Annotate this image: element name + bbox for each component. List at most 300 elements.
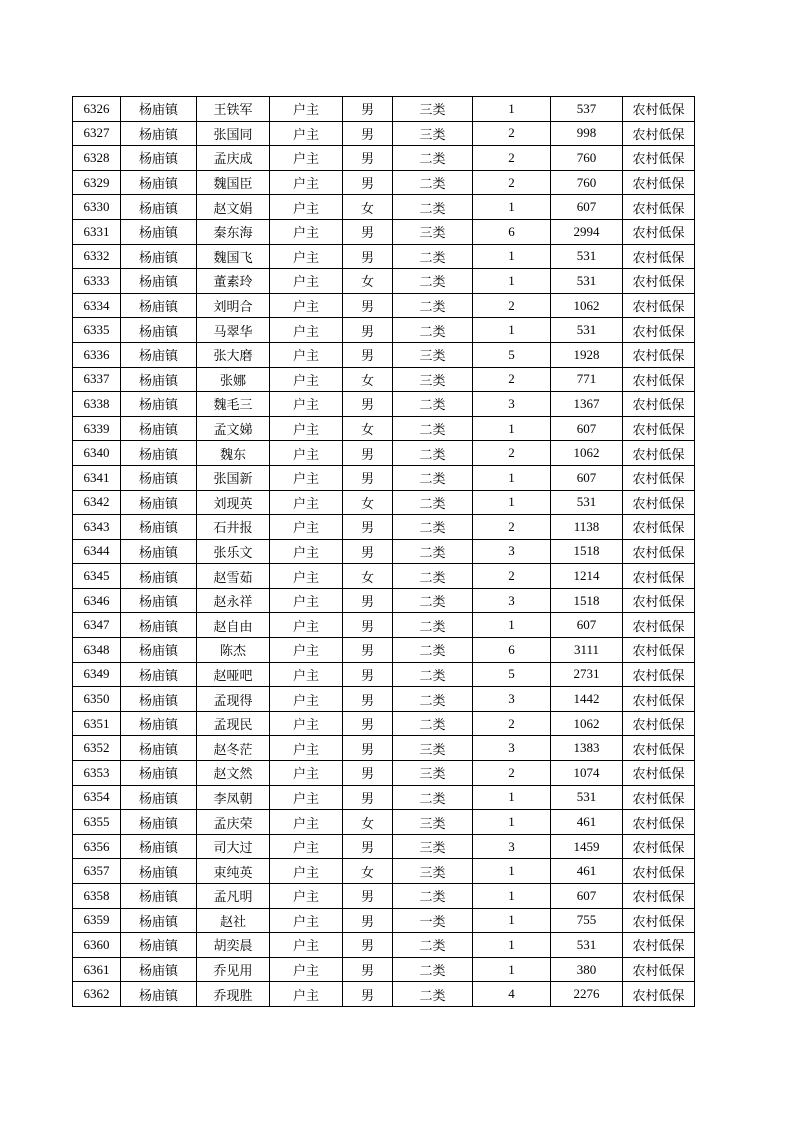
cell-category: 二类 — [393, 244, 473, 269]
cell-amount: 1928 — [551, 342, 623, 367]
cell-gender: 男 — [343, 170, 393, 195]
cell-name: 赵永祥 — [197, 588, 270, 613]
cell-serial-no: 6341 — [73, 465, 121, 490]
cell-amount: 1214 — [551, 564, 623, 589]
cell-amount: 607 — [551, 465, 623, 490]
cell-gender: 男 — [343, 613, 393, 638]
cell-category: 二类 — [393, 293, 473, 318]
cell-town: 杨庙镇 — [121, 687, 197, 712]
cell-gender: 男 — [343, 908, 393, 933]
cell-program: 农村低保 — [623, 170, 695, 195]
cell-program: 农村低保 — [623, 662, 695, 687]
cell-name: 李凤朝 — [197, 785, 270, 810]
cell-household-size: 5 — [473, 662, 551, 687]
cell-name: 赵文娟 — [197, 195, 270, 220]
cell-household-size: 3 — [473, 392, 551, 417]
cell-program: 农村低保 — [623, 244, 695, 269]
cell-program: 农村低保 — [623, 810, 695, 835]
cell-category: 二类 — [393, 662, 473, 687]
cell-gender: 女 — [343, 810, 393, 835]
cell-household-size: 3 — [473, 588, 551, 613]
table-row — [73, 810, 695, 835]
cell-town: 杨庙镇 — [121, 638, 197, 663]
cell-program: 农村低保 — [623, 933, 695, 958]
cell-amount: 380 — [551, 957, 623, 982]
cell-program: 农村低保 — [623, 711, 695, 736]
cell-household-size: 2 — [473, 515, 551, 540]
cell-name: 赵哑吧 — [197, 662, 270, 687]
cell-program: 农村低保 — [623, 490, 695, 515]
cell-category: 三类 — [393, 342, 473, 367]
cell-program: 农村低保 — [623, 515, 695, 540]
cell-relation: 户主 — [270, 687, 343, 712]
cell-town: 杨庙镇 — [121, 490, 197, 515]
cell-program: 农村低保 — [623, 146, 695, 171]
cell-name: 孟庆成 — [197, 146, 270, 171]
cell-household-size: 1 — [473, 884, 551, 909]
cell-program: 农村低保 — [623, 416, 695, 441]
table-row — [73, 490, 695, 515]
cell-amount: 1518 — [551, 588, 623, 613]
cell-name: 孟凡明 — [197, 884, 270, 909]
cell-program: 农村低保 — [623, 219, 695, 244]
cell-serial-no: 6361 — [73, 957, 121, 982]
table-row — [73, 269, 695, 294]
table-row — [73, 195, 695, 220]
cell-relation: 户主 — [270, 810, 343, 835]
cell-amount: 461 — [551, 810, 623, 835]
table-row — [73, 244, 695, 269]
cell-name: 孟庆荣 — [197, 810, 270, 835]
cell-category: 二类 — [393, 441, 473, 466]
cell-amount: 531 — [551, 318, 623, 343]
cell-household-size: 1 — [473, 269, 551, 294]
cell-gender: 男 — [343, 834, 393, 859]
cell-gender: 男 — [343, 588, 393, 613]
cell-program: 农村低保 — [623, 859, 695, 884]
cell-amount: 531 — [551, 269, 623, 294]
cell-town: 杨庙镇 — [121, 318, 197, 343]
cell-category: 三类 — [393, 859, 473, 884]
cell-town: 杨庙镇 — [121, 564, 197, 589]
cell-relation: 户主 — [270, 416, 343, 441]
cell-gender: 男 — [343, 219, 393, 244]
cell-household-size: 1 — [473, 465, 551, 490]
cell-household-size: 2 — [473, 146, 551, 171]
cell-amount: 1518 — [551, 539, 623, 564]
cell-amount: 1062 — [551, 441, 623, 466]
cell-relation: 户主 — [270, 170, 343, 195]
cell-program: 农村低保 — [623, 785, 695, 810]
cell-name: 孟现民 — [197, 711, 270, 736]
cell-serial-no: 6342 — [73, 490, 121, 515]
cell-program: 农村低保 — [623, 638, 695, 663]
cell-serial-no: 6337 — [73, 367, 121, 392]
cell-serial-no: 6351 — [73, 711, 121, 736]
table-row — [73, 982, 695, 1007]
table-row — [73, 687, 695, 712]
cell-program: 农村低保 — [623, 588, 695, 613]
cell-name: 孟文娣 — [197, 416, 270, 441]
cell-serial-no: 6353 — [73, 761, 121, 786]
cell-gender: 男 — [343, 146, 393, 171]
cell-amount: 531 — [551, 785, 623, 810]
table-row — [73, 293, 695, 318]
cell-amount: 1062 — [551, 711, 623, 736]
cell-town: 杨庙镇 — [121, 957, 197, 982]
cell-serial-no: 6333 — [73, 269, 121, 294]
cell-category: 二类 — [393, 416, 473, 441]
cell-relation: 户主 — [270, 884, 343, 909]
cell-amount: 2731 — [551, 662, 623, 687]
cell-serial-no: 6329 — [73, 170, 121, 195]
cell-serial-no: 6356 — [73, 834, 121, 859]
cell-relation: 户主 — [270, 539, 343, 564]
cell-name: 张国同 — [197, 121, 270, 146]
cell-name: 赵雪茹 — [197, 564, 270, 589]
cell-relation: 户主 — [270, 859, 343, 884]
cell-town: 杨庙镇 — [121, 834, 197, 859]
cell-category: 二类 — [393, 711, 473, 736]
cell-amount: 2276 — [551, 982, 623, 1007]
cell-serial-no: 6343 — [73, 515, 121, 540]
cell-relation: 户主 — [270, 121, 343, 146]
cell-town: 杨庙镇 — [121, 293, 197, 318]
cell-household-size: 1 — [473, 810, 551, 835]
cell-serial-no: 6348 — [73, 638, 121, 663]
cell-serial-no: 6360 — [73, 933, 121, 958]
cell-category: 二类 — [393, 933, 473, 958]
cell-program: 农村低保 — [623, 736, 695, 761]
cell-serial-no: 6359 — [73, 908, 121, 933]
cell-category: 二类 — [393, 146, 473, 171]
cell-name: 魏东 — [197, 441, 270, 466]
cell-relation: 户主 — [270, 613, 343, 638]
cell-category: 二类 — [393, 957, 473, 982]
cell-relation: 户主 — [270, 834, 343, 859]
cell-relation: 户主 — [270, 269, 343, 294]
cell-relation: 户主 — [270, 933, 343, 958]
cell-category: 二类 — [393, 982, 473, 1007]
cell-name: 魏国臣 — [197, 170, 270, 195]
cell-relation: 户主 — [270, 785, 343, 810]
cell-category: 三类 — [393, 121, 473, 146]
table-row — [73, 957, 695, 982]
cell-relation: 户主 — [270, 244, 343, 269]
cell-household-size: 2 — [473, 121, 551, 146]
cell-gender: 男 — [343, 933, 393, 958]
cell-household-size: 6 — [473, 638, 551, 663]
cell-household-size: 2 — [473, 711, 551, 736]
cell-amount: 3111 — [551, 638, 623, 663]
cell-serial-no: 6338 — [73, 392, 121, 417]
cell-category: 一类 — [393, 908, 473, 933]
cell-town: 杨庙镇 — [121, 170, 197, 195]
cell-amount: 607 — [551, 613, 623, 638]
cell-name: 刘明合 — [197, 293, 270, 318]
cell-amount: 1062 — [551, 293, 623, 318]
cell-gender: 男 — [343, 761, 393, 786]
cell-gender: 男 — [343, 711, 393, 736]
cell-category: 三类 — [393, 810, 473, 835]
cell-gender: 男 — [343, 957, 393, 982]
cell-name: 陈杰 — [197, 638, 270, 663]
cell-amount: 531 — [551, 244, 623, 269]
cell-town: 杨庙镇 — [121, 662, 197, 687]
cell-household-size: 2 — [473, 170, 551, 195]
cell-household-size: 1 — [473, 933, 551, 958]
table-row — [73, 392, 695, 417]
cell-name: 胡奕晨 — [197, 933, 270, 958]
cell-town: 杨庙镇 — [121, 441, 197, 466]
table-row — [73, 638, 695, 663]
cell-name: 魏毛三 — [197, 392, 270, 417]
cell-town: 杨庙镇 — [121, 711, 197, 736]
cell-program: 农村低保 — [623, 367, 695, 392]
cell-gender: 男 — [343, 318, 393, 343]
cell-category: 二类 — [393, 613, 473, 638]
cell-town: 杨庙镇 — [121, 515, 197, 540]
cell-household-size: 6 — [473, 219, 551, 244]
cell-category: 二类 — [393, 170, 473, 195]
cell-relation: 户主 — [270, 318, 343, 343]
cell-town: 杨庙镇 — [121, 933, 197, 958]
cell-category: 三类 — [393, 367, 473, 392]
cell-town: 杨庙镇 — [121, 367, 197, 392]
cell-name: 赵冬茫 — [197, 736, 270, 761]
beneficiary-table — [72, 96, 695, 1007]
cell-town: 杨庙镇 — [121, 219, 197, 244]
cell-serial-no: 6355 — [73, 810, 121, 835]
cell-household-size: 3 — [473, 539, 551, 564]
cell-town: 杨庙镇 — [121, 613, 197, 638]
cell-serial-no: 6339 — [73, 416, 121, 441]
cell-category: 三类 — [393, 219, 473, 244]
cell-town: 杨庙镇 — [121, 195, 197, 220]
cell-amount: 607 — [551, 884, 623, 909]
cell-household-size: 1 — [473, 318, 551, 343]
cell-gender: 男 — [343, 638, 393, 663]
cell-town: 杨庙镇 — [121, 588, 197, 613]
cell-household-size: 1 — [473, 613, 551, 638]
cell-relation: 户主 — [270, 293, 343, 318]
cell-household-size: 3 — [473, 736, 551, 761]
cell-program: 农村低保 — [623, 97, 695, 122]
table-row — [73, 859, 695, 884]
cell-relation: 户主 — [270, 638, 343, 663]
cell-town: 杨庙镇 — [121, 121, 197, 146]
table-row — [73, 613, 695, 638]
table-row — [73, 908, 695, 933]
cell-name: 董素玲 — [197, 269, 270, 294]
cell-category: 二类 — [393, 884, 473, 909]
cell-name: 王铁军 — [197, 97, 270, 122]
cell-amount: 998 — [551, 121, 623, 146]
cell-relation: 户主 — [270, 736, 343, 761]
table-row — [73, 785, 695, 810]
cell-relation: 户主 — [270, 761, 343, 786]
cell-relation: 户主 — [270, 957, 343, 982]
cell-gender: 男 — [343, 121, 393, 146]
cell-gender: 女 — [343, 490, 393, 515]
cell-household-size: 1 — [473, 785, 551, 810]
cell-amount: 461 — [551, 859, 623, 884]
cell-name: 马翠华 — [197, 318, 270, 343]
cell-town: 杨庙镇 — [121, 146, 197, 171]
cell-program: 农村低保 — [623, 884, 695, 909]
cell-gender: 男 — [343, 982, 393, 1007]
cell-program: 农村低保 — [623, 465, 695, 490]
cell-category: 二类 — [393, 515, 473, 540]
cell-name: 乔现胜 — [197, 982, 270, 1007]
table-row — [73, 515, 695, 540]
cell-category: 二类 — [393, 195, 473, 220]
cell-category: 二类 — [393, 392, 473, 417]
cell-name: 赵自由 — [197, 613, 270, 638]
cell-town: 杨庙镇 — [121, 884, 197, 909]
cell-amount: 1442 — [551, 687, 623, 712]
cell-gender: 男 — [343, 785, 393, 810]
cell-town: 杨庙镇 — [121, 244, 197, 269]
cell-town: 杨庙镇 — [121, 859, 197, 884]
cell-name: 赵社 — [197, 908, 270, 933]
cell-category: 二类 — [393, 490, 473, 515]
cell-amount: 607 — [551, 195, 623, 220]
cell-town: 杨庙镇 — [121, 736, 197, 761]
cell-gender: 男 — [343, 465, 393, 490]
cell-program: 农村低保 — [623, 564, 695, 589]
cell-town: 杨庙镇 — [121, 539, 197, 564]
cell-relation: 户主 — [270, 465, 343, 490]
table-row — [73, 318, 695, 343]
cell-household-size: 1 — [473, 97, 551, 122]
cell-town: 杨庙镇 — [121, 269, 197, 294]
cell-gender: 女 — [343, 195, 393, 220]
cell-category: 三类 — [393, 97, 473, 122]
cell-serial-no: 6357 — [73, 859, 121, 884]
cell-gender: 男 — [343, 515, 393, 540]
cell-amount: 2994 — [551, 219, 623, 244]
cell-gender: 男 — [343, 687, 393, 712]
cell-household-size: 2 — [473, 761, 551, 786]
cell-category: 二类 — [393, 269, 473, 294]
cell-town: 杨庙镇 — [121, 416, 197, 441]
cell-gender: 男 — [343, 539, 393, 564]
cell-category: 二类 — [393, 638, 473, 663]
cell-name: 魏国飞 — [197, 244, 270, 269]
table-row — [73, 97, 695, 122]
cell-amount: 1459 — [551, 834, 623, 859]
cell-program: 农村低保 — [623, 982, 695, 1007]
cell-relation: 户主 — [270, 908, 343, 933]
cell-town: 杨庙镇 — [121, 761, 197, 786]
cell-name: 孟现得 — [197, 687, 270, 712]
cell-relation: 户主 — [270, 588, 343, 613]
cell-relation: 户主 — [270, 711, 343, 736]
cell-town: 杨庙镇 — [121, 982, 197, 1007]
cell-amount: 760 — [551, 146, 623, 171]
table-row — [73, 834, 695, 859]
cell-category: 二类 — [393, 318, 473, 343]
table-row — [73, 564, 695, 589]
cell-gender: 男 — [343, 392, 393, 417]
cell-serial-no: 6350 — [73, 687, 121, 712]
cell-town: 杨庙镇 — [121, 810, 197, 835]
cell-program: 农村低保 — [623, 392, 695, 417]
cell-relation: 户主 — [270, 490, 343, 515]
cell-program: 农村低保 — [623, 121, 695, 146]
cell-name: 张国新 — [197, 465, 270, 490]
cell-program: 农村低保 — [623, 195, 695, 220]
table-row — [73, 711, 695, 736]
cell-serial-no: 6347 — [73, 613, 121, 638]
cell-relation: 户主 — [270, 982, 343, 1007]
cell-name: 刘现英 — [197, 490, 270, 515]
cell-relation: 户主 — [270, 367, 343, 392]
cell-gender: 男 — [343, 441, 393, 466]
cell-town: 杨庙镇 — [121, 785, 197, 810]
cell-serial-no: 6332 — [73, 244, 121, 269]
cell-gender: 男 — [343, 342, 393, 367]
cell-relation: 户主 — [270, 441, 343, 466]
cell-gender: 男 — [343, 884, 393, 909]
table-row — [73, 170, 695, 195]
cell-category: 二类 — [393, 564, 473, 589]
cell-program: 农村低保 — [623, 834, 695, 859]
cell-gender: 男 — [343, 293, 393, 318]
cell-gender: 女 — [343, 269, 393, 294]
cell-household-size: 1 — [473, 244, 551, 269]
cell-gender: 男 — [343, 97, 393, 122]
table-row — [73, 933, 695, 958]
cell-name: 秦东海 — [197, 219, 270, 244]
cell-category: 二类 — [393, 588, 473, 613]
cell-household-size: 1 — [473, 195, 551, 220]
cell-town: 杨庙镇 — [121, 342, 197, 367]
table-row — [73, 465, 695, 490]
cell-amount: 760 — [551, 170, 623, 195]
cell-town: 杨庙镇 — [121, 97, 197, 122]
table-row — [73, 662, 695, 687]
cell-household-size: 4 — [473, 982, 551, 1007]
cell-amount: 1383 — [551, 736, 623, 761]
cell-category: 二类 — [393, 465, 473, 490]
table-row — [73, 121, 695, 146]
table-row — [73, 761, 695, 786]
table-row — [73, 342, 695, 367]
cell-program: 农村低保 — [623, 318, 695, 343]
cell-household-size: 1 — [473, 490, 551, 515]
cell-serial-no: 6349 — [73, 662, 121, 687]
table-row — [73, 367, 695, 392]
cell-relation: 户主 — [270, 515, 343, 540]
cell-gender: 女 — [343, 859, 393, 884]
table-row — [73, 441, 695, 466]
cell-household-size: 3 — [473, 834, 551, 859]
cell-amount: 1138 — [551, 515, 623, 540]
cell-household-size: 2 — [473, 441, 551, 466]
cell-gender: 女 — [343, 416, 393, 441]
cell-relation: 户主 — [270, 195, 343, 220]
cell-name: 石井报 — [197, 515, 270, 540]
table-body — [73, 97, 695, 1007]
cell-amount: 1367 — [551, 392, 623, 417]
cell-name: 束纯英 — [197, 859, 270, 884]
cell-gender: 男 — [343, 736, 393, 761]
cell-serial-no: 6362 — [73, 982, 121, 1007]
cell-household-size: 1 — [473, 859, 551, 884]
cell-household-size: 2 — [473, 293, 551, 318]
